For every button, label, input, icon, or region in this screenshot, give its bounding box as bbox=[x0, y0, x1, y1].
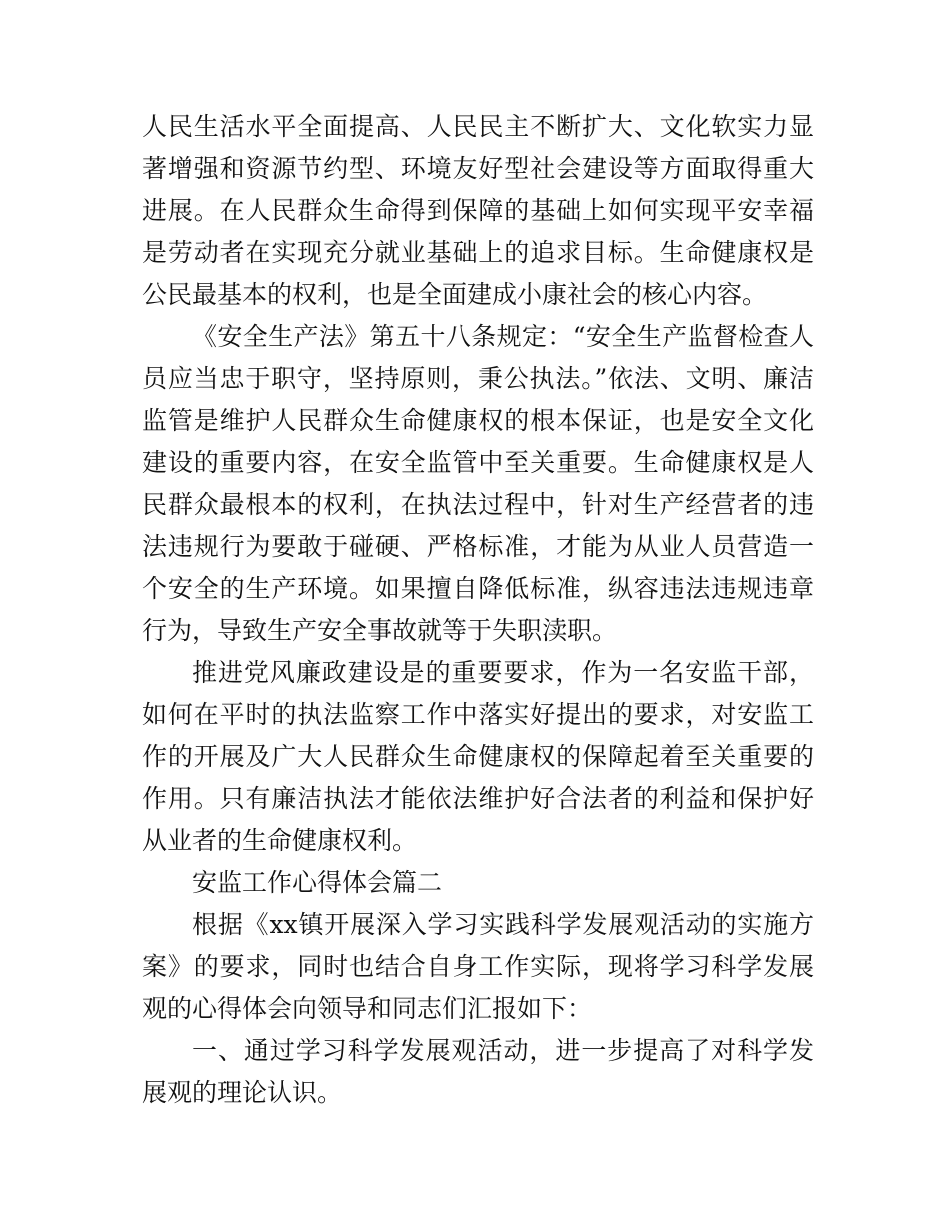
paragraph-3: 推进党风廉政建设是的重要要求，作为一名安监干部，如何在平时的执法监察工作中落实好提出的要求，对安监工作的开展及广大人民群众生命健康权的保障起着至关重要的作用。只有廉洁执法才能依法维护好合法者的利益和保护好从业者的生命健康权利。 bbox=[142, 658, 814, 855]
paragraph-1: 人民生活水平全面提高、人民民主不断扩大、文化软实力显著增强和资源节约型、环境友好型社会建设等方面取得重大进展。在人民群众生命得到保障的基础上如何实现平安幸福是劳动者在实现充分就业基础上的追求目标。生命健康权是公民最基本的权利，也是全面建成小康社会的核心内容。 bbox=[142, 112, 814, 309]
paragraph-2: 《安全生产法》第五十八条规定：“安全生产监督检查人员应当忠于职守，坚持原则，秉公执法。”依法、文明、廉洁监管是维护人民群众生命健康权的根本保证，也是安全文化建设的重要内容，在安全监管中至关重要。生命健康权是人民群众最根本的权利，在执法过程中，针对生产经营者的违法违规行为要敢于碰硬、严格标准，才能为从业人员营造一个安全的生产环境。如果擅自降低标准，纵容违法违规违章行为，导致生产安全事故就等于失职渎职。 bbox=[142, 322, 814, 645]
section-heading: 安监工作心得体会篇二 bbox=[192, 868, 443, 897]
paragraph-5: 一、通过学习科学发展观活动，进一步提高了对科学发展观的理论认识。 bbox=[142, 1036, 814, 1107]
paragraph-4: 根据《xx镇开展深入学习实践科学发展观活动的实施方案》的要求，同时也结合自身工作实际，现将学习科学发展观的心得体会向领导和同志们汇报如下： bbox=[142, 910, 814, 1023]
document-body bbox=[142, 106, 814, 1114]
